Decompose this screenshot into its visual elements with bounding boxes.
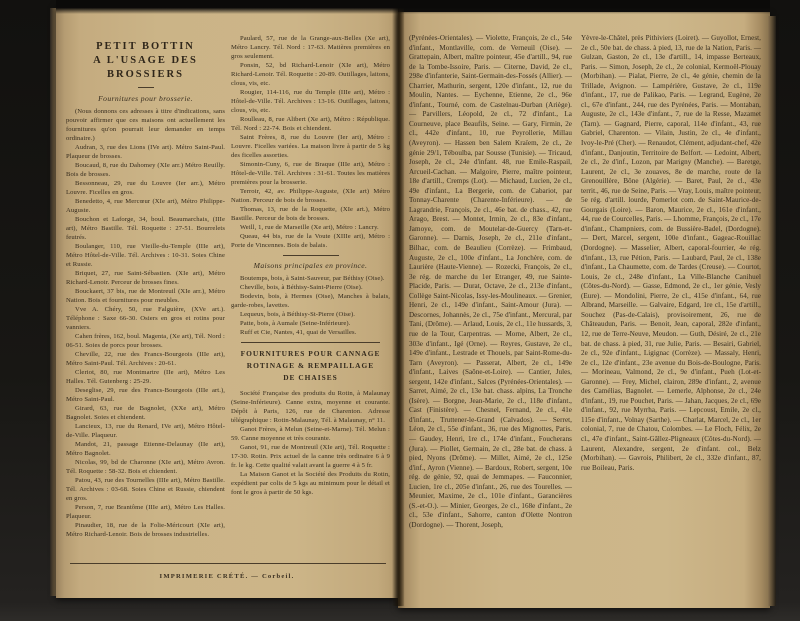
address-entry: Boutemps, bois, à Saint-Sauveur, par Béthisy (Oise).: [240, 275, 385, 282]
cannage-heading-line2: ROTINAGE & REMPAILLAGE: [246, 361, 375, 370]
address-entry: Mandot, 21, passage Etienne-Delaunay (IIe art), Métro Bagnolet.: [66, 441, 225, 457]
address-entry: Weill, 1, rue de Marseille (Xe art), Métro : Lancry.: [240, 224, 379, 231]
divider: [138, 87, 154, 88]
address-entry: Cahen frères, 162, boul. Magenta, (Xe art), Tél. Nord : 06-51. Soies de porcs pour brosses.: [66, 333, 225, 349]
address-entry: Rougier, 114-116, rue du Temple (IIIe art), Métro : Hôtel-de-Ville. Tél. Archives : 13-16. Outillages, laitons, clous, vis, etc.: [231, 89, 390, 114]
page-title-line1: PETIT BOTTIN: [96, 41, 195, 52]
address-entry: Patte, bois, à Aumale (Seine-Inférieure).: [240, 320, 351, 327]
address-entry: Benedetto, 4, rue Mercœur (XIe art), Métro Philippe-Auguste.: [66, 198, 225, 214]
right-page-edge: [768, 16, 776, 606]
top-edge-shadow: [56, 0, 770, 14]
right-page-column-2: Yèvre-le-Châtel, près Pithiviers (Loiret). — Guyollot, Ernest, 2e cl., 50e bat. de chass. à pied, 13, rue de la Nation, Paris. — Gulzan, Gaston, 2e cl., 13e d'artill., 14, impasse Berteaux, Paris. — Simon, Joseph, 2e cl., 2e colonial, Kermoël-Plouay (Morbihan). — Pialat, Pierre, 2e cl., 4e génie, chemin de la Trillade, Avignon. — Lampérière, Gustave, 2e cl., 119e d'infant., 17, rue de Palikao, Paris. — Legrand, Eugène, 2e cl., 67e d'infant., 244, rue des Pyrénées, Paris. — Montaban, Auguste, 2e cl., 143e d'infant., 7, rue de la Resse, Mazamet (Tarn). — Gagnard, Pierre, caporal, 114e d'infant., 43, rue Gabriel, Charenton. — Vilain, Justin, 2e cl., 4e d'infant., Ivoy-le-Pré (Cher). — Renaudot, Clément, adjudant-chef, 42e d'infant., Danjoutin, Territoire de Belfort. — Ledoint, Albert, 2e cl., 2e d'inf., Lozon, par Marigny (Manche). — Baretge, Laurent, 2e cl., 3e zouaves, 8e de marche, route de la Grenouillère, Bône (Algérie). — Baret, Paul, 2e cl., 43e territ., 46, rue de Seine, Paris. — Vray, Louis, maître pointeur, 5e rég. d'artill. lourde, Pomerlot com. de Saint-Maurice-de-Gourgais (Loire). — Baron, Maurice, 2e cl., 161e d'infant., 44, rue de Courcelles, Paris. — Lhomme, François, 2e cl., 17e d'infant., Champniers, com. de Bussière-Badel, (Dordogne). — Dert, Marcel, sergent, 100e d'infant., Gageac-Rouillac (Dordogne). — Masselier, Albert, caporal-fourrier, 4e rég. d'infant., 13, rue Pétion, Paris. — Laubard, Paul, 2e cl., 138e d'infant., La Chaumette, com. de Tardes (Creuse). — Courtot, Louis, 2e cl., 248e d'infant., La Ville-Blanche Canihuel (Côtes-du-Nord). — Gasse, Edmond, 2e cl., 1er génie, Vesly (Eure). — Mondolini, Pierre, 2e cl., 415e d'infant., 64, rue Albrand, Marseille. — Galvaire, Edgard, 1re cl., 15e d'artill., Souchez (Pas-de-Calais), provisoirement, 26, rue de Châteaudun, Paris. — Benoit, Jean, caporal, 282e d'infant., 12, rue de Terre-Neuve, Meudon. — Guth, Désiré, 2e cl., 21e bat. de chass. à pied, 31, rue Julie, Paris. — Besairi, Gabriel, 2e cl., 92e d'infant., Ligignac (Corrèze). — Massaly, Henri, 2e cl., 12e d'infant., 23e avenue du Bois-de-Boulogne, Paris. — Morineau, Valmond, 2e cl., 9e d'infant., Pueh (Lot-et-Garonne). — Frey, Michel, clairon, 289e d'infant., 2, avenue des Camélias, Bagnolet. — Lemerle, Alphonse, 2e cl., 24e d'infant., 19, rue Pouchet, Paris. — Jahan, Jacques, 2e cl., 69e d'infant., 92, rue Myrrha, Paris. — Lepcoust, Emile, 2e cl., 115e d'infant., Volnay (Sarthe). — Charlat, Marcel, 2e cl., 1er colonial, 7, rue de Chatou, Colombes. — Le Floch, Félix, 2e cl., 47e d'infant., Saint-Gâllez-Pligneaux (Côtes-du-Nord). — Laurent, Alexandre, sergent, 2e d'infant. col., Belz (Morbihan). — Gavrois, Philibert, 2e cl., 332e d'infant., 87, rue Boileau, Paris.: [581, 34, 761, 472]
cannage-heading-line3: DE CHAISES: [283, 373, 338, 382]
divider: [283, 255, 339, 256]
address-entry: Cleriot, 80, rue Montmartre (IIe art), Métro Les Halles. Tél. Gutenberg : 25-29.: [66, 369, 225, 385]
address-entry: Bodevin, bois, à Hermes (Oise), Manches à balais, garde-robes, lavettes.: [231, 293, 390, 309]
page-title: [66, 40, 225, 82]
address-entry: Deseglise, 29, rue des Francs-Bourgeois (IIIe art.), Métro Saint-Paul.: [66, 387, 225, 403]
printer-imprint: IMPRIMERIE CRÉTÉ. — Corbeil.: [159, 573, 295, 580]
address-entry: Bessonneau, 29, rue du Louvre (Ier arr.), Métro Louvre. Ficelles en gros.: [66, 180, 225, 196]
right-page-column-1: (Pyrénées-Orientales). — Violette, François, 2e cl., 54e d'infant., Montlaville, com. de Verneuil (Oise). — Grattepain, Albert, maître pointeur, 45e d'artill., 94, rue de la Tombe-Issoire, Paris. — Citerne, David, 2e cl., 298e d'infanterie, Saint-Germain-des-Fossés (Allier). — Charrier, Mathurin, sergent, 120e d'infant., 12, rue du Moulin, Nantes. — Eychenne, Etienne, 2e cl., 96e d'infant., Tourné, com. de Castelnau-Durban (Ariège). — Parvillers, Léopold, 2e cl., 72 d'infant., La Courneuve, place Beaufils, Seine. — Gary, Firmin, 2e cl., 442e d'infant., 10, rue Peyrollerie, Millau (Aveyron). — Hassen ben Salem Kraïem, 2e cl., 2e génie 29/1, Téboulba, par Sousse (Tunisie). — Tricaud, Joseph, 2e cl., 24e d'infant. 48, rue Emile-Raspail, Arcueil-Cachan. — Malgoire, Pierre, maître pointeur, 18e d'artill., Cremps (Lot). — Michaud, Lucien, 2e cl., 49e d'infant., La Bergerie, com. de Cabariot, par Tonnay-Charente (Charente-Inférieure). — de Lagrandrie, François, 2e cl., 46e bat. de chass., 42, rue Arago, Brest. — Montet, Irmin, 2e cl., 83e d'infant., Jamoye, com. de Moutelar-de-Guercy (Tarn-et-Garonne). — Darnis, Joseph, 2e cl., 211e d'infant., Bilhac, com. de Beaulieu (Corrèze). — Frimbaud, Auguste, 2e cl., 100e d'infant., La Jonchère, com. de Laurière (Haute-Vienne). — Rozecki, François, 2e cl., 3e rég. de marche du 1er Etranger, 49, rue Sainte-Placide, Paris. — Durat, Octave, 2e cl., 213e d'infant., Collège Saint-Nicolas, Issy-les-Moulineaux. — Grenier, Henri, 2e cl., 149e d'infant., Saint-Amour (Jura). — Descornes, Johannès, 2e cl., 75e d'infant., Mercural, par Tani, (Drôme). — Arlaud, Louis, 2e cl., 11e hussards, 3, rue de la Tour, Carpentras. — Morne, Albert, 2e cl., 303e d'infant., Igé (Orne). — Reyres, Gustave, 2e cl., 149e d'infant., Lestrade et Thouels, par Saint-Rome-du-Tarn (Aveyron). — Passerat, Albert, 2e cl., 149e d'infant., Laives (Saône-et-Loire). — Cantier, Jules, sergent, 142e d'infant., Salces (Pyrénées-Orientales). — Sarret, Aimé, 2e cl., 13e bat. chass. alpins, La Tronche (Isère). — Borgne, Jean-Marie, 2e cl., 118e d'infant., Cast (Finistère). — Chesnel, Fernand, 2e cl., 41e d'infant., Truttener-le-Grand (Calvados). — Serret, Léon, 2e cl., 55e d'infant., 36, rue des Mignottes, Paris. — Gaudey, Henri, 1re cl., 174e d'infant., Foucherans (Jura). — Piollet, Germain, 2e cl., 28e bat. de chass. à pied, Nyons (Drôme). — Millet, Aimé, 2e cl., 125e d'inf., Ayron (Vienne). — Bardoux, Robert, sergent, 10e rég. de génie, 92, quai de Jemmapes. — Fauconnier, Lucien, 1re cl., 205e d'infant., 26, rue des Tourelles. — Meunier, Maxime, 2e cl., 101e d'infant., Garancières (S.-et-O.). — Minier, Georges, 2e cl., 168e d'infant., 2e cl., 53e d'infant., Sahorre, canton d'Olette Nontron (Dordogne). — Thorent, Joseph,: [409, 34, 572, 529]
address-entry: Vve A. Chéry, 50, rue Falguière, (XVe art.). Téléphone : Saxe 66-30. Osiers en gros et rotins pour vanniers.: [66, 306, 225, 331]
cannage-paragraph: Société Française des produits du Rotin, à Malaunay (Seine-Inférieure). Canne extra, moyenne et courante. Dépôt à Paris, 126, rue de Charenton. Adresse télégraphique : Rotin-Malaunay, Tél. à Malaunay, n° 11.: [231, 390, 390, 424]
address-entry: Boulanger, 110, rue Vieille-du-Temple (IIIe art), Métro Hôtel-de-Ville. Tél. Archives : 10-31. Soies Chine et Russie.: [66, 243, 225, 268]
left-page-column-1: [66, 34, 225, 539]
address-entry: Girard, 63, rue de Bagnolet, (XXe art), Métro Bagnolet. Soies et chiendent.: [66, 405, 225, 421]
address-entry: Bouchon et Laforge, 34, boul. Beaumarchais, (IIIe art), Métro Bastille. Tél. Roquette : 27-51. Bourrelets feutrés.: [66, 216, 225, 241]
cannage-paragraph: Ganot, 91, rue de Montreuil (XIe art), Tél. Roquette : 17-30. Rotin. Prix actuel de la canne très ordinaire 6 à 9 fr. le kg. Cette qualité valait avant la guerre 4 à 5 fr.: [231, 444, 390, 469]
address-entry: Ponsin, 52, bd Richard-Lenoir (XIe art), Métro Richard-Lenoir. Tél. Roquette : 20-89. Outillages, laitons, clous, vis, etc.: [231, 62, 390, 87]
divider: [241, 342, 380, 343]
address-entry: Person, 7, rue Brantôme (IIIe art), Métro Les Halles. Plaqueur.: [66, 504, 225, 520]
address-entry: Saint Frères, 8, rue du Louvre (Ier art), Métro : Louvre. Ficelles variées. La maison livre à partir de 5 kg des ficelles assorties.: [231, 134, 390, 159]
section-heading-brosserie: Fournitures pour brosserie.: [98, 94, 193, 103]
imprint-divider: [70, 563, 386, 564]
section-heading-cannage: [231, 348, 390, 384]
address-entry: Bouckaert, 37 bis, rue de Montreuil (XIe arr.), Métro Nation. Bois et fournitures pour meubles.: [66, 288, 225, 304]
cannage-heading-line1: FOURNITURES POUR CANNAGE: [240, 349, 381, 358]
address-entry: Cheville, 22, rue des Francs-Bourgeois (IIIe art), Métro Saint-Paul. Tél. Archives : 20-61.: [66, 351, 225, 367]
address-entry: Roulleau, 8, rue Alibert (Xe art), Métro : République. Tél. Nord : 22-74. Bois et chiendent.: [231, 116, 390, 132]
address-entry: Briquet, 27, rue Saint-Sébastien. (XIe art), Métro Richard-Lenoir. Perceur de brosses fines.: [66, 270, 225, 286]
address-entry: Lequeux, bois, à Béthisy-St-Pierre (Oise).: [240, 311, 355, 318]
address-entry: Lancieux, 13, rue du Renard, IVe art), Métro Hôtel-de-Ville. Plaqueur.: [66, 423, 225, 439]
province-list: [231, 274, 390, 337]
left-page: [56, 4, 398, 598]
right-page: [398, 12, 770, 608]
address-entry: Boucaud, 8, rue du Dahomey (XIe arr.) Métro Reuilly. Bois de brosses.: [66, 162, 225, 178]
address-entry: Terroir, 42, av. Philippe-Auguste, (XIe art) Métro Nation. Perceur de bois de brosses.: [231, 188, 390, 204]
address-entry: Cheville, bois, à Béthisy-Saint-Pierre (Oise).: [240, 284, 363, 291]
page-title-line2: A L'USAGE DES BROSSIERS: [93, 55, 198, 80]
cannage-paragraph: Ganot Frères, à Melun (Seine-et-Marne). Tél. Melun : 59. Canne moyenne et très courante.: [231, 426, 390, 442]
book-gutter: [392, 4, 404, 606]
address-entry: Queau, 44 bis, rue de la Voute (XIIIe art), Métro : Porte de Vincennes. Bois de balais.: [231, 233, 390, 249]
address-entry: Simonin-Cuny, 6, rue de Braque (IIIe art), Métro : Hôtel-de-Ville. Tél. Archives : 31-61. Toutes les matières premières pour la brosserie.: [231, 161, 390, 186]
address-list-col2: [231, 34, 390, 250]
cannage-paragraphs: [231, 389, 390, 497]
address-entry: Paulard, 57, rue de la Grange-aux-Belles (Xe art), Métro Lancry. Tél. Nord : 17-63. Matières premières en gros seulement.: [231, 35, 390, 60]
address-entry: Patou, 43, rue des Tournelles (IIIe art), Métro Bastille. Tél. Archives : 03-68. Soies Chine et Russie, chiendent en gros.: [66, 477, 225, 502]
cannage-paragraph: La Maison Ganot et la Société des Produits du Rotin, expédient par colis de 5 kgs au minimum pour le détail et font le gros à partir de 50 kgs.: [231, 471, 390, 496]
left-page-column-2: [231, 34, 390, 539]
address-entry: Ruff et Cie, Nantes, 41, quai de Versailles.: [240, 329, 357, 336]
address-entry: Pinaudier, 18, rue de la Folie-Méricourt (XIe art), Métro Richard-Lenoir. Bois de brosses industrielles.: [66, 522, 225, 538]
address-list-col1: [66, 143, 225, 539]
note-paragraph: (Nous donnons ces adresses à titre d'indications, sans pouvoir affirmer que ces maisons ont actuellement les fournitures qu'on pourrait leur demander en temps ordinaire.): [66, 108, 225, 142]
address-entry: Audran, 3, rue des Lions (IVe art). Métro Saint-Paul. Plaqueur de brosses.: [66, 144, 225, 160]
address-entry: Nicolas, 99, bd de Charonne (XIe art), Métro Avron. Tél. Roquette : 58-32. Bois et chiendent.: [66, 459, 225, 475]
section-heading-province: Maisons principales en province.: [253, 261, 368, 270]
address-entry: Thomas, 13, rue de la Roquette, (XIe art.), Métro Bastille. Perceur de bois de brosses.: [231, 206, 390, 222]
